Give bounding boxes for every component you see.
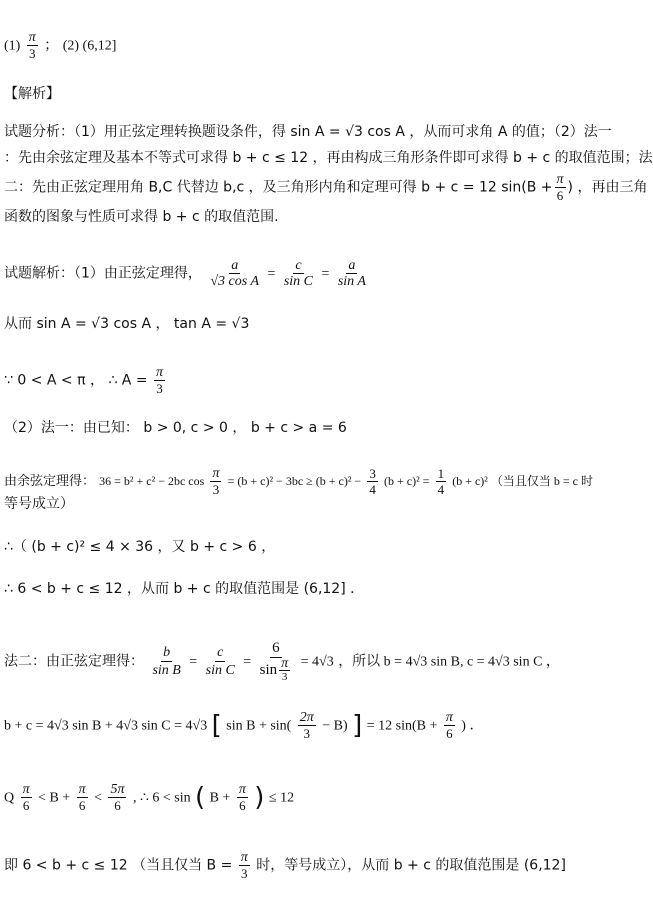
answer-line	[4, 30, 626, 61]
final-line: 即 6 < b + c ≤ 12 （当且仅当 B = $\frac{\pi}{3}$ 时，等号成立），从而 b + c 的取值范围是 (6,12]	[4, 850, 566, 881]
because-pi-over-3: $\frac{\pi}{3}$	[156, 365, 164, 396]
answer-separator: ；	[44, 37, 59, 54]
bc-line: b + c = 4√3 sin B + 4√3 sin C = 4√3 [ sin B + sin( $\frac{2\pi}{3}$ − B) ] = 12 sin(B + $\frac{\pi}{6}$ ) ．	[4, 710, 484, 741]
therefore-line-1: ∴（ (b + c)² ≤ 4 × 36 ，又 b + c > 6 ，	[4, 539, 276, 555]
jiexi-heading: 【解析】	[4, 86, 60, 102]
solution-label: 试题解析：（1）由正弦定理得，	[4, 265, 202, 282]
analysis-line-4: 函数的图象与性质可求得 b + c 的取值范围.	[4, 209, 279, 225]
analysis-pi-over-6: $\frac{\pi}{6}$	[556, 172, 564, 203]
analysis-line-2: ：先由余弦定理及基本不等式可求得 b + c ≤ 12 ，再由构成三角形条件即可求得 b + c 的取值范围；法	[4, 150, 653, 166]
method2-line: 法二：由正弦定理得： $\frac{b}{\text{sin B}}$ = $\frac{c}{\text{sin C}}$ = 6 sin $\frac{\pi}{3}$ = 4√3 ，所以 b = 4√3 sin B, c = 4√3 sin C ，	[4, 640, 560, 683]
cosine-label: 由余弦定理得：	[4, 474, 96, 489]
part2-line: （2）法一：由已知： b > 0, c > 0 ， b + c > a = 6	[4, 420, 347, 436]
cosine-continuation: 等号成立）	[4, 496, 74, 512]
from-line: 从而 sin A = √3 cos A ， tan A = √3	[4, 316, 250, 332]
analysis-line-3: 二：先由正弦定理用角 B,C 代替边 b,c ，及三角形内角和定理可得 b + c = 12 sin(B + $\frac{\pi}{6}$ ) ，再由三角	[4, 172, 648, 203]
therefore-line-2: ∴ 6 < b + c ≤ 12 ，从而 b + c 的取值范围是 (6,12] ．	[4, 581, 365, 597]
answer-part1-fraction: $\frac{\pi}{3}$	[28, 30, 36, 61]
answer-part2: (2) (6,12]	[62, 38, 117, 54]
solution-frac-2: $\frac{c}{\text{sin C}}$	[283, 258, 314, 289]
solution-frac-1: $\frac{a}{\text{√3 cos A}}$	[210, 258, 260, 289]
solution-frac-3: $\frac{a}{\text{sin A}}$	[337, 258, 366, 289]
solution-line: 试题解析：（1）由正弦定理得， $\frac{a}{\text{√3 cos A}}$ = $\frac{c}{\text{sin C}}$ = $\frac{a}{\text{sin A}}$	[4, 258, 366, 289]
because-line: ∵ 0 < A < π ， ∴ A = $\frac{\pi}{3}$	[4, 365, 164, 396]
cosine-line: 由余弦定理得： 36 = b² + c² − 2bc cos $\frac{\pi}{3}$ = (b + c)² − 3bc ≥ (b + c)² − $\frac{3}{4}$ (b + c)² = $\frac{1}{4}$ (b + c)² （当且仅当 b = c 时	[4, 466, 593, 497]
method2-label: 法二：由正弦定理得：	[4, 653, 144, 670]
q-line: Q $\frac{\pi}{6}$ < B + $\frac{\pi}{6}$ < $\frac{5\pi}{6}$ , ∴ 6 < sin ( B + $\frac{\pi}{6}$ ) ≤ 12	[4, 782, 295, 813]
analysis-line-1: 试题分析：（1）用正弦定理转换题设条件，得 sin A = √3 cos A ，从而可求角 A 的值；（2）法一	[4, 124, 612, 140]
answer-part1-label: (1)	[4, 38, 21, 54]
